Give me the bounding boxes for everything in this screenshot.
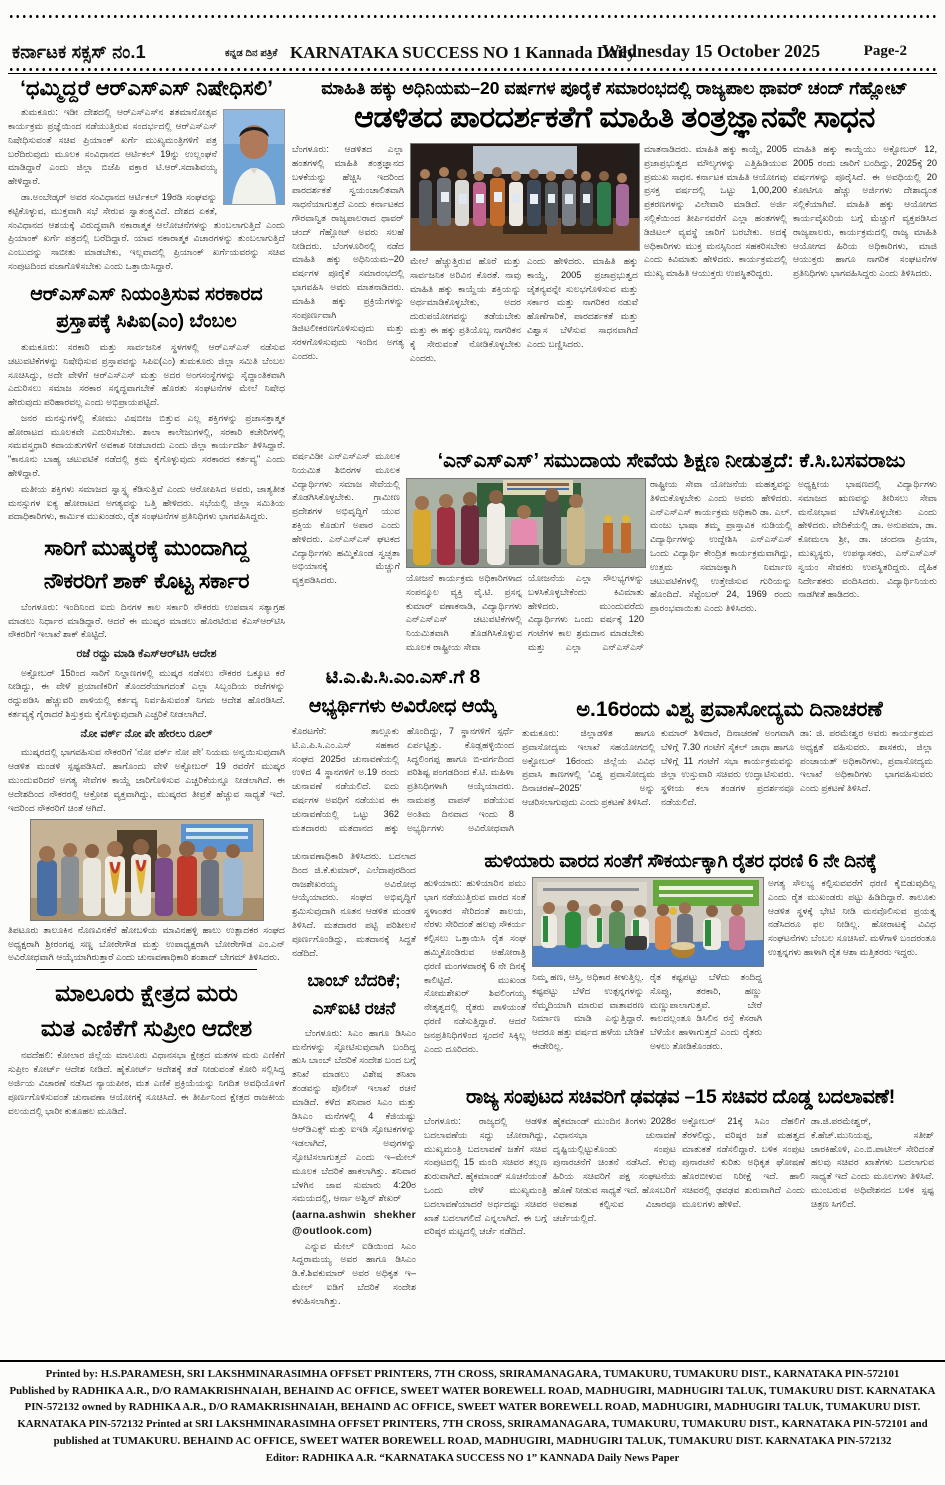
article-cpim-body: ತುಮಕೂರು: ಸರಕಾರಿ ಮತ್ತು ಸಾರ್ವಜನಿಕ ಸ್ಥಳಗಳಲ್ಲಿ ಆರ್‌ಎಸ್‌ಎಸ್ ನಡೆಸುವ ಚಟುವಟಿಕೆಗಳನ್ನು ನಿಷೇಧಿಸುವ ಪ್ರಸ್ತಾಪವನ್ನು ಸಿಪಿಐ(ಎಂ) ತುಮಕೂರು ಜಿಲ್ಲಾ ಸಮಿತಿ ಬೆಂಬಲ ಸೂಚಿಸಿದ್ದು, ಅದೇ ವೇಳೆಗೆ ಆರ್‌ಎಸ್‌ಎಸ್ ಮತ್ತು ಅದರ ಅಂಗಸಂಸ್ಥೆಗಳನ್ನು ಸೈದ್ಧಾಂತಿಕವಾಗಿ ಎದುರಿಸಲು ಸಮಾಜ ಸರಕಾರ ಸನ್ನದ್ಧವಾಗಬೇಕೆ ಹೊರತು ಸಂಘಟನೆಗಳ ಮೇಲೆ ನಿಷೇಧ ಹೇರುವುದು ಪರಿಹಾರವಲ್ಲ ಎಂದು ಅಭಿಪ್ರಾಯಪಟ್ಟಿದೆ. ಜನರ ಮನಸ್ಸುಗಳಲ್ಲಿ ಕೋಮು ವಿಷಬೀಜ ಬಿತ್ತುವ ಎಲ್ಲ ಶಕ್ತಿಗಳನ್ನು ಪ್ರಜಾಸತ್ತಾತ್ಮಕ ಹೋರಾಟದ ಮೂಲಕವೇ ಎದುರಿಸಬೇಕು. ಶಾಲಾ ಕಾಲೇಜುಗಳಲ್ಲಿ, ಸರಕಾರಿ ಕಚೇರಿಗಳಲ್ಲಿ ಸಮವಸ್ತ್ರಧಾರಿ ಕವಾಯತುಗಳಿಗೆ ಅವಕಾಶ ನೀಡಬಾರದು ಎಂದು ಜಿಲ್ಲಾ ಕಾರ್ಯದರ್ಶಿ ತಿಳಿಸಿದ್ದಾರೆ. "ಕಾನೂನು ಬಾಹ್ಯ ಚಟುವಟಿಕೆ ನಡೆದಲ್ಲಿ ಕ್ರಮ ಕೈಗೊಳ್ಳುವುದು ಸರಕಾರದ ಕರ್ತವ್ಯ" ಎಂದು ಹೇಳಿದ್ದಾರೆ. ಮತೀಯ ಶಕ್ತಿಗಳು ಸಮಾಜದ ಸ್ವಾಸ್ಥ್ಯ ಕೆಡಿಸುತ್ತಿವೆ ಎಂದು ಆರೋಪಿಸಿದ ಅವರು, ಜಾತ್ಯತೀತ ಮನಸ್ಸುಗಳ ಐಕ್ಯ ಹೋರಾಟದ ಅಗತ್ಯವನ್ನು ಒತ್ತಿ ಹೇಳಿದರು. ಸಭೆಯಲ್ಲಿ ಜಿಲ್ಲಾ ಸಮಿತಿಯ ಪದಾಧಿಕಾರಿಗಳು, ಕಾರ್ಮಿಕ ಮುಖಂಡರು, ರೈತ ಸಂಘಟನೆಗಳ ಪ್ರತಿನಿಧಿಗಳು ಭಾಗವಹಿಸಿದ್ದರು. (8, 341, 285, 522)
nss-col-3: ಅಧ್ಯಕ್ಷೀಯ ಭಾಷಣದಲ್ಲಿ ವಿದ್ಯಾರ್ಥಿಗಳು ಸಮಾಜದ ಋಣವನ್ನು ತೀರಿಸಲು ಸೇವಾ ಮನೋಭಾವ ಬೆಳೆಸಿಕೊಳ್ಳಬೇಕು ಎಂದು ಹೇಳಿದರು. ವೇದಿಕೆಯಲ್ಲಿ ಡಾ. ಅನುಪಮಾ, ಡಾ. ಕೋಮಲಾ ಶ್ರೀ, ಡಾ. ಚಂದನಾ ಪ್ರಿಯಾ, ಮುಖ್ಯಸ್ಥರು, ಉಪನ್ಯಾಸಕರು, ಎನ್‌ಎಸ್‌ಎಸ್ ಸ್ವಯಂ ಸೇವಕರು ಉಪಸ್ಥಿತರಿದ್ದರು. ದೈಹಿಕ ನಿರ್ದೇಶಕರು ವಂದಿಸಿದರು. ವಿದ್ಯಾರ್ಥಿನಿಯರು ನಾಡಗೀತೆ ಹಾಡಿದರು. (798, 479, 937, 600)
imprint-line: published at TUMAKURU. BEHAIND AC OFFICE, SWEET WATER BOREWELL ROAD, MADHUGIRI, MADHUGIRI TALUK, TUMAKURU DIST. KARNATAKA PIN-572132 (53, 1434, 892, 1447)
rti-col-2: ಮೇಲೆ ಹೆಚ್ಚುತ್ತಿರುವ ಹೊರೆ ಮತ್ತು ಸಾರ್ವಜನಿಕ ಅರಿವಿನ ಕೊರತೆ. ನಾವು ಮಾಹಿತಿ ಹಕ್ಕು ಕಾಯ್ದೆಯ ಶಕ್ತಿಯನ್ನು ಅರ್ಥಮಾಡಿಕೊಳ್ಳಬೇಕು, ಅದರ ದುರುಪಯೋಗವನ್ನು ತಡೆಯಬೇಕು ಮತ್ತು ಈ ಹಕ್ಕು ಪ್ರತಿಯೊಬ್ಬ ನಾಗರಿಕನ ಕೈ ಸೇರುವಂತೆ ನೋಡಿಕೊಳ್ಳಬೇಕು ಎಂದರು. (410, 256, 521, 363)
article-rti-main (292, 78, 937, 443)
imprint-line: KARNATAKA PIN-572132 Printed at SRI LAKSHMINARASIMHA OFFSET PRINTERS, 7TH CROSS, SRIRAMANAGARA, TUMAKURU, TUMAKURU DIST., KARNATAKA PIN-572101 and (17, 1418, 928, 1431)
rti-col-1: ಬೆಂಗಳೂರು: ಆಡಳಿತದ ಎಲ್ಲಾ ಹಂತಗಳಲ್ಲಿ ಮಾಹಿತಿ ತಂತ್ರಜ್ಞಾನದ ಬಳಕೆಯನ್ನು ಹೆಚ್ಚಿಸಿ ಇದರಿಂದ ಪಾರದರ್ಶಕತೆ ಸ್ವಯಂಚಾಲಿತವಾಗಿ ಸಾಧನೆಯಾಗುತ್ತದೆ ಎಂದು ಕರ್ನಾಟಕದ ಗೌರವಾನ್ವಿತ ರಾಜ್ಯಪಾಲರಾದ ಥಾವರ್ ಚಂದ್ ಗೆಹ್ಲೋಟ್ ಅವರು ಸಲಹೆ ನೀಡಿದರು. ಬೆಂಗಳೂರಿನಲ್ಲಿ ನಡೆದ ಮಾಹಿತಿ ಹಕ್ಕು ಅಧಿನಿಯಮ–20 ವರ್ಷಗಳ ಪೂರೈಕೆ ಸಮಾರಂಭದಲ್ಲಿ ಭಾಗವಹಿಸಿ ಅವರು ಮಾತನಾಡಿದರು. ಮಾಹಿತಿ ಹಕ್ಕು ಪ್ರಕ್ರಿಯೆಗಳನ್ನು ಸಂಪೂರ್ಣವಾಗಿ ಡಿಜಿಟಲೀಕರಣಗೊಳಿಸುವುದು ಮತ್ತು ಸರಳಗೊಳಿಸುವುದು ಇಂದಿನ ಅಗತ್ಯ ಎಂದರು. (292, 144, 404, 361)
threat-email-address: (aarna.ashwin shekher@outlook.com) (292, 1209, 416, 1237)
article-nss (292, 450, 937, 658)
tourism-col-1: ತುಮಕೂರು: ಜಿಲ್ಲಾಡಳಿತ ಹಾಗೂ ಪ್ರವಾಸೋದ್ಯಮ ಇಲಾಖೆ ಸಹಯೋಗದಲ್ಲಿ ಅಕ್ಟೋಬರ್ 16ರಂದು ಜಿಲ್ಲೆಯ ವಿವಿಧ ಪ್ರವಾಸಿ ತಾಣಗಳಲ್ಲಿ ‘ವಿಶ್ವ ಪ್ರವಾಸೋದ್ಯಮ ದಿನಾಚರಣೆ–2025’ ಅನ್ನು ಆಚರಿಸಲಾಗುವುದು ಎಂದು ಪ್ರಕಟಣೆ ತಿಳಿಸಿದೆ. (522, 728, 655, 807)
cabinet-col-3: ಅಕ್ಟೋಬರ್ 21ಕ್ಕೆ ಸಿಎಂ ದೆಹಲಿಗೆ ತೆರಳಲಿದ್ದು, ವರಿಷ್ಠರ ಜತೆ ಮಹತ್ವದ ಮಾತುಕತೆ ನಡೆಸಲಿದ್ದಾರೆ. ಬಳಿಕ ಸಂಪುಟ ಪುನಾರಚನೆ ಕುರಿತು ಅಧಿಕೃತ ಘೋಷಣೆ ಹೊರಬೀಳುವ ನಿರೀಕ್ಷೆ ಇದೆ. ಹಾಲಿ ಸಚಿವರಲ್ಲಿ ಢವಢವ ಶುರುವಾಗಿದೆ ಎಂದು ಮೂಲಗಳು ಹೇಳಿವೆ. (682, 1116, 805, 1209)
masthead-logo-kannada: ಕರ್ನಾಟಕ ಸಕ್ಸಸ್ ನಂ.1 (12, 42, 146, 62)
tapcms-body: ಕೊರಟಗೆರೆ: ತಾಲ್ಲೂಕು ಟಿ.ಎ.ಪಿ.ಸಿ.ಎಂ.ಎಸ್ ಸಹಕಾರ ಸಂಘದ 2025ರ ಚುನಾವಣೆಯಲ್ಲಿ ಉಳಿದ 4 ಸ್ಥಾನಗಳಿಗೆ ಅ.19 ರಂದು ಚುನಾವಣೆ ನಡೆಯಲಿದೆ. ಐದು ವರ್ಷಗಳ ಅವಧಿಗೆ ನಡೆಯುವ ಈ ಚುನಾವಣೆಯಲ್ಲಿ ಒಟ್ಟು 362 ಮತದಾರರು ಮತದಾನದ ಹಕ್ಕು ಹೊಂದಿದ್ದು, 7 ಸ್ಥಾನಗಳಿಗೆ ಸ್ಪರ್ಧೆ ಏರ್ಪಟ್ಟಿತ್ತು. ಕೊಡ್ಲಹಳ್ಳಿಯಿಂದ ಸಿದ್ಧಲಿಂಗಪ್ಪ ಹಾಗೂ ಬಿ-ವರ್ಗದಿಂದ ಪರಿಶಿಷ್ಟ ಪಂಗಡದಿಂದ ಕೆ.ಟಿ. ಮಹಿಳಾ ಪ್ರತಿನಿಧಿಗಳಾಗಿ ಆಯ್ಕೆಯಾದರು. ನಾಮಪತ್ರ ವಾಪಸ್ ಪಡೆಯುವ ಅಂತಿಮ ದಿನವಾದ ಇಂದು 8 ಅಭ್ಯರ್ಥಿಗಳು ಅವಿರೋಧವಾಗಿ (292, 726, 514, 833)
article-tourism (522, 698, 937, 837)
masthead-rule (8, 73, 937, 74)
masthead (10, 40, 935, 68)
photo-rti-stage-dignitaries (410, 143, 640, 251)
headline-cpim-support: ಆರ್‌ಎಸ್‌ಎಸ್ ನಿಯಂತ್ರಿಸುವ ಸರಕಾರದ ಪ್ರಸ್ತಾಪಕ್ಕೆ ಸಿಪಿಐ(ಎಂ) ಬೆಂಬಲ (30, 283, 263, 333)
footer-imprint (0, 1360, 945, 1466)
headline-rss-ban: ‘ಧಮ್ಮಿದ್ದರೆ ಆರ್‌ಎಸ್‌ಎಸ್ ನಿಷೇಧಿಸಲಿ’ (20, 77, 273, 100)
nss-col-1: ವರ್ಷವಿಡೀ ಎನ್‌ಎಸ್‌ಎಸ್ ಮೂಲಕ ನಿಯಮಿತ ಶಿಬಿರಗಳ ಮೂಲಕ ವಿದ್ಯಾರ್ಥಿಗಳು ಸಮಾಜ ಸೇವೆಯಲ್ಲಿ ತೊಡಗಿಸಿಕೊಳ್ಳಬೇಕು. ಗ್ರಾಮೀಣ ಪ್ರದೇಶಗಳ ಅಭಿವೃದ್ಧಿಗೆ ಯುವ ಶಕ್ತಿಯ ಕೊಡುಗೆ ಅಪಾರ ಎಂದು ಹೇಳಿದರು. ಎನ್‌ಎಸ್‌ಎಸ್ ಘಟಕದ ವಿದ್ಯಾರ್ಥಿಗಳು ಹಮ್ಮಿಕೊಂಡ ಸ್ವಚ್ಛತಾ ಅಭಿಯಾನಕ್ಕೆ ಮೆಚ್ಚುಗೆ ವ್ಯಕ್ತಪಡಿಸಿದರು. (292, 451, 400, 586)
cabinet-col-4: ಡಾ.ಜಿ.ಪರಮೇಶ್ವರ್, ಕೆ.ಹೆಚ್.ಮುನಿಯಪ್ಪ, ಸತೀಶ್ ಜಾರಕಿಹೊಳಿ, ಎಂ.ಬಿ.ಪಾಟೀಲ್ ಸೇರಿದಂತೆ ಹಲವು ಸಚಿವರ ಖಾತೆಗಳು ಬದಲಾಗುವ ಸಾಧ್ಯತೆ ಇದೆ ಎಂದು ಮೂಲಗಳು ತಿಳಿಸಿವೆ. ಮುಂಬರುವ ಅಧಿವೇಶನದ ಬಳಿಕ ಸ್ಪಷ್ಟ ಚಿತ್ರಣ ಸಿಗಲಿದೆ. (811, 1116, 934, 1209)
masthead-title-english: KARNATAKA SUCCESS NO 1 Kannada Daily (290, 43, 636, 62)
headline-bomb-threat: ಬಾಂಬ್ ಬೆದರಿಕೆ; ಎಸ್‌ಐಟಿ ರಚನೆ (307, 971, 401, 1018)
caption-milk-union: ತಿಪಟೂರು ತಾಲೂಕಿನ ನೊಣವಿನಕೆರೆ ಹೋಬಳಿಯ ಮಾವಿನಹಳ್ಳಿ ಹಾಲು ಉತ್ಪಾದಕರ ಸಂಘದ ಅಧ್ಯಕ್ಷರಾಗಿ ಶ್ರೀರಂಗಪ್ಪ ಸಣ್ಣ ಬೋರೇಗೌಡ ಮತ್ತು ಉಪಾಧ್ಯಕ್ಷರಾಗಿ ಬೋರೇಗೌಡ ಎಂ.ಎನ್ ಅವಿರೋಧ‌ವಾಗಿ ಆಯ್ಕೆಯಾಗಿರುತ್ತಾರೆ ಎಂದು ಚುನಾವಣಾಧಿಕಾರಿ ಶಂಶಾದ್ ಬೇಗಮ್ ತಿಳಿಸಿದರು. (8, 925, 285, 963)
nss-caption-2: ಯೋಜನೆಯ ಎಲ್ಲಾ ಸೌಲಭ್ಯಗಳನ್ನು ಬಳಸಿಕೊಳ್ಳಬೇಕೆಂದು ಕಿವಿಮಾತು ಹೇಳಿದರು. ಮುಂದುವರೆದು ವಿದ್ಯಾರ್ಥಿಗಳು ಒಂದು ವರ್ಷಕ್ಕೆ 120 ಗಂಟೆಗಳ ಕಾಲ ಶ್ರಮದಾನ ಮಾಡಬೇಕು ಮತ್ತು ಎಲ್ಲಾ ಎನ್‌ಎಸ್‌ಎಸ್ (528, 573, 644, 652)
article-rss-ban-body: ತುಮಕೂರು: ಇಡೀ ದೇಶದಲ್ಲಿ ಆರ್‌ಎಸ್‌ಎಸ್‌ನ ಶತಮಾನೋತ್ಸವ ಕಾರ್ಯಕ್ರಮ ಪ್ರಜ್ಞೆಯಿಂದ ನಡೆಯುತ್ತಿರುವ ಸಂದರ್ಭದಲ್ಲಿ ಆರ್‌ಎಸ್‌ಎಸ್ ನಿಷೇಧಿಸುವಂತೆ ಸಚಿವ ಪ್ರಿಯಾಂಕ್ ಖರ್ಗೆ ಮುಖ್ಯಮಂತ್ರಿಗಳಿಗೆ ಪತ್ರ ಬರೆದಿರುವುದು ಮೂಲಕ ಸಂವಿಧಾನದ ಆರ್ಟಿಕಲ್ 19ನ್ನು ಉಲ್ಲಂಘನೆ ಮಾಡಿದ್ದಾರೆ ಎಂದು ಜಿಲ್ಲಾ ಬಿಜೆಪಿ ವಕ್ತಾರ ಟಿ.ಆರ್.ಸದಾಶಿವಯ್ಯ ಹೇಳಿದ್ದಾರೆ. ಡಾ.ಅಂಬೇಡ್ಕರ್ ಅವರ ಸಂವಿಧಾನದ ಆರ್ಟಿಕಲ್ 19ರಡಿ ಸಂಘವನ್ನು ಕಟ್ಟಿಕೊಳ್ಳುವ, ಮುಕ್ತವಾಗಿ ಸಭೆ ಸೇರುವ ಸ್ವಾತಂತ್ರ್ಯವಿದೆ. ದೇಶದ ಏಕತೆ, ಸಂವಿಧಾನದ ಆಶಯಕ್ಕೆ ವಿರುದ್ಧವಾಗಿ ನಕಾರಾತ್ಮಕ ಆಲೋಚನೆಗಳನ್ನು ತುಂಬಲಾಗುತ್ತಿದೆ ಎಂದು ಪ್ರಿಯಾಂಕ್ ಖರ್ಗೆ ಪತ್ರದಲ್ಲಿ ಬರೆದಿದ್ದಾರೆ. ಯಾವ ನಕಾರಾತ್ಮಕ ವಿಚಾರಗಳನ್ನು ತುಂಬಲಾಗುತ್ತಿದೆ ಎಂಬುದನ್ನು ಸಾಬೀತು ಮಾಡಬೇಕು, ಇಲ್ಲವಾದಲ್ಲಿ ಪ್ರಿಯಾಂಕ್ ಖರ್ಗೆಯವರನ್ನು ಸಚಿವ ಸಂಪುಟದಿಂದ ವಜಾಗೊಳಿಸಬೇಕು ಎಂದು ಒತ್ತಾಯಿಸಿದ್ದಾರೆ. (8, 107, 285, 272)
article-bomb-body: ಬೆಂಗಳೂರು: ಸಿಎಂ ಹಾಗೂ ಡಿಸಿಎಂ ಮನೆಗಳನ್ನು ಸ್ಫೋಟಿಸುವುದಾಗಿ ಬಂದಿದ್ದ ಹುಸಿ ಬಾಂಬ್ ಬೆದರಿಕೆ ಸಂದೇಶ ಬಂದ ಬಗ್ಗೆ ತನಿಖೆ ಮಾಡಲು ವಿಶೇಷ ತನಿಖಾ ತಂಡವನ್ನು ಪೊಲೀಸ್ ಇಲಾಖೆ ರಚನೆ ಮಾಡಿದೆ. ಕಳೆದ ಶನಿವಾರ ಸಿಎಂ ಮತ್ತು ಡಿಸಿಎಂ ಮನೆಗಳಲ್ಲಿ 4 ಕೆಜಿಯಷ್ಟು ಆರ್‌ಡಿಎಕ್ಸ್ ಮತ್ತು ಐಇಡಿ ಸ್ಫೋಟಕಗಳನ್ನು ಇಡಲಾಗಿದೆ, ಅವುಗಳನ್ನು ಸ್ಫೋಟಿಸಲಾಗುತ್ತದೆ ಎಂದು ಇ–ಮೇಲ್ ಮೂಲಕ ಬೆದರಿಕೆ ಹಾಕಲಾಗಿತ್ತು. ಶನಿವಾರ ಬೆಳಗಿನ ಜಾವ ಸುಮಾರು 4:20ರ ಸಮಯದಲ್ಲಿ, ಆರ್ನಾ ಅಶ್ವಿನ್ ಶೇಖರ್ (aarna.ashwin shekher@outlook.com) ಎನ್ನುವ ಮೇಲ್ ಐಡಿಯಿಂದ ಸಿಎಂ ಸಿದ್ದರಾಮಯ್ಯ ಅವರ ಹಾಗೂ ಡಿಸಿಎಂ ಡಿ.ಕೆ.ಶಿವಕುಮಾರ್ ಅವರ ಅಧಿಕೃತ ಇ–ಮೇಲ್ ಐಡಿಗೆ ಬೆದರಿಕೆ ಸಂದೇಶ ಕಳುಹಿಸಲಾಗಿತ್ತು. (292, 1027, 416, 1306)
masthead-dotted-rule (8, 66, 937, 73)
headline-nss: ‘ಎನ್‌ಎಸ್‌ಎಸ್’ ಸಮುದಾಯ ಸೇವೆಯ ಶಿಕ್ಷಣ ನೀಡುತ್ತದೆ: ಕೆ.ಸಿ.ಬಸವರಾಜು (437, 450, 906, 472)
huliyaru-col-1: ಹುಳಿಯಾರು: ಹುಳಿಯಾರಿನ ಪಮು ಭಾಗ ನಡೆಯುತ್ತಿರುವ ವಾರದ ಸಂತೆ ಸ್ಥಳಾಂತರ ಸೇರಿದಂತೆ ಶಾಲಯ, ನೆರಳು ಸೇರಿದಂತೆ ಹಲವು ಸೌಕರ್ಯ ಕಲ್ಪಿಸಲು ಒತ್ತಾಯಿಸಿ ರೈತ ಸಂಘ ಹಮ್ಮಿಕೊಂಡಿರುವ ಅಹೋರಾತ್ರಿ ಧರಣಿ ಮಂಗಳವಾರಕ್ಕೆ 6 ನೇ ದಿನಕ್ಕೆ ಕಾಲಿಟ್ಟಿದೆ. ಮುಖಂಡ ಸೋಮಶೇಖರ್ ಶಿವಲಿಂಗಯ್ಯ ನೇತೃತ್ವದಲ್ಲಿ ರೈತರು ಪಾಳಿಯಂತೆ ಧರಣಿ ನಡೆಸುತ್ತಿದ್ದಾರೆ. ಆದರೆ ಜನಪ್ರತಿನಿಧಿಗಳಿಂದ ಸ್ಪಂದನೆ ಸಿಕ್ಕಿಲ್ಲ ಎಂದು ದೂರಿದರು. (424, 878, 526, 1054)
imprint-line: Printed by: H.S.PARAMESH, SRI LAKSHMINARASIMHA OFFSET PRINTERS, 7TH CROSS, SRIRAMANAGARA, TUMAKURU, TUMAKURU DIST., KARNATAKA PIN-572101 (45, 1368, 900, 1380)
huliyaru-col-3: ರೈತ ಕಷ್ಟಪಟ್ಟು ಬೆಳೆದು ತಂದಿದ್ದ ಸೊಪ್ಪು, ತರಕಾರಿ, ಹಣ್ಣು ಮಣ್ಣುಪಾಲಾಗುತ್ತವೆ. ಬೇರೆ ಕಾಲದಲ್ಲಂತೂ ಡಿಸಿಲಿನ ರಸ್ತೆ ಕೆಸರಾಗಿ ಬೆಳೆಯೇ ಹಾಳಾಗುತ್ತದೆ ಎಂದು ರೈತರು ಅಳಲು ತೋಡಿಕೊಂಡರು. (650, 972, 762, 1051)
nss-caption-1: ಯೋಜನೆ ಕಾರ್ಯಕ್ರಮ ಅಧಿಕಾರಿಗಳಾದ ಸಂಪನ್ಮೂಲ ವ್ಯಕ್ತಿ ವೈ.ಟಿ. ಪ್ರಸನ್ನ ಕುಮಾರ್ ವಣಾಕನಾಡಿ, ವಿದ್ಯಾರ್ಥಿಗಳು ಎನ್‌ಎಸ್‌ಎಸ್ ಚಟುವಟಿಕೆಗಳಲ್ಲಿ ನಿಯಮಿತವಾಗಿ ತೊಡಗಿಸಿಕೊಳ್ಳುವ ಮೂಲಕ ರಾಷ್ಟ್ರೀಯ ಸೇವಾ (406, 573, 522, 652)
article-malur-body: ನವದೆಹಲಿ: ಕೋಲಾರ ಜಿಲ್ಲೆಯ ಮಾಲೂರು ವಿಧಾನಸಭಾ ಕ್ಷೇತ್ರದ ಮತಗಳ ಮರು ಎಣಿಕೆಗೆ ಸುಪ್ರೀಂ ಕೋರ್ಟ್ ಆದೇಶ ನೀಡಿದೆ. ಹೈಕೋರ್ಟ್ ಆದೇಶಕ್ಕೆ ತಡೆ ನೀಡುವಂತೆ ಕೋರಿ ಸಲ್ಲಿಸಿದ್ದ ಅರ್ಜಿಯ ವಿಚಾರಣೆ ನಡೆಸಿದ ನ್ಯಾಯಪೀಠ, ಮತ ಎಣಿಕೆ ಪ್ರಕ್ರಿಯೆಯನ್ನು ನಿಗದಿತ ಅವಧಿಯೊಳಗೆ ಪೂರ್ಣಗೊಳಿಸುವಂತೆ ಚುನಾವಣಾ ಆಯೋಗಕ್ಕೆ ಸೂಚಿಸಿದೆ. ಈ ತೀರ್ಪಿನಿಂದ ಕ್ಷೇತ್ರದ ರಾಜಕೀಯ ವಲಯದಲ್ಲಿ ಭಾರೀ ಕುತೂಹಲ ಮೂಡಿದೆ. (8, 1050, 285, 1116)
headline-tapcms: ಟಿ.ಎ.ಪಿ.ಸಿ.ಎಂ.ಎಸ್.ಗೆ 8 ಆಭ್ಯರ್ಥಿಗಳು ಅವಿರೋಧ ಆಯ್ಕೆ (308, 667, 498, 717)
imprint-line: PIN-572132 owned by RADHIKA A.R., D/O RAMAKRISHNAIAH, BEHAIND AC OFFICE, SWEET WATER BOREWELL ROAD, MADHUGIRI, MADHUGIRI TALUK, TUMAKURU DIST. (24, 1401, 921, 1414)
tapcms-continuation: ಚುನಾವಣಾಧಿಕಾರಿ ತಿಳಿಸಿದರು. ಬದಲಾದ ದಿಂದ ಜಿ.ಕೆ.ಕುಮಾರ್, ಎಲೆದಾಪುರದಿಂದ ರಾಜಶೇಖರಯ್ಯ ಅವಿರೋಧ ಆಯ್ಕೆಯಾದರು. ಸಂಘದ ಅಭಿವೃದ್ಧಿಗೆ ಶ್ರಮಿಸುವುದಾಗಿ ನೂತನ ಆಡಳಿತ ಮಂಡಳಿ ತಿಳಿಸಿದೆ. ಮತದಾರರ ಪಟ್ಟಿ ಪರಿಶೀಲನೆ ಪೂರ್ಣಗೊಂಡಿದ್ದು, ಮತದಾನಕ್ಕೆ ಸಿದ್ಧತೆ ನಡೆದಿದೆ. (292, 851, 416, 958)
cabinet-col-1: ಬೆಂಗಳೂರು: ರಾಜ್ಯದಲ್ಲಿ ಆಡಳಿತ ಬದಲಾವಣೆಯ ಸದ್ದು ಜೋರಾಗಿದ್ದು, ಮುಖ್ಯಮಂತ್ರಿ ಬದಲಾವಣೆ ಜತೆಗೆ ಸಚಿವ ಸಂಪುಟದಲ್ಲಿ 15 ಮಂದಿ ಸಚಿವರ ತಲ್ಲಣ ಶುರುವಾಗಿದೆ. ಹೈಕಮಾಂಡ್ ಸೂಚನೆಯಂತೆ ಒಂದು ವೇಳೆ ಮುಖ್ಯಮಂತ್ರಿ ಬದಲಾವಣೆಯಾದರೆ ಅರ್ಧದಷ್ಟು ಸಚಿವರ ಖಾತೆ ಬದಲಾಗಲಿದೆ ಎನ್ನಲಾಗಿದೆ. ಈ ಬಗ್ಗೆ ವರಿಷ್ಠರ ಮಟ್ಟದಲ್ಲಿ ಚರ್ಚೆ ನಡೆದಿದೆ. (424, 1116, 547, 1237)
top-dotted-rule (8, 13, 937, 20)
masthead-tagline: ಕನ್ನಡ ದಿನ ಪತ್ರಿಕೆ (225, 48, 278, 59)
page-number: Page-2 (863, 43, 907, 59)
headline-transport-strike: ಸಾರಿಗೆ ಮುಷ್ಕರಕ್ಕೆ ಮುಂದಾಗಿದ್ದ ನೌಕರರಿಗೆ ಶಾಕ್ ಕೊಟ್ಟ ಸರ್ಕಾರ (43, 536, 250, 593)
middle-column (292, 850, 416, 1358)
article-cabinet (424, 1086, 937, 1343)
article-strike-body: ಬೆಂಗಳೂರು: ಇಂದಿನಿಂದ ಐದು ದಿನಗಳ ಕಾಲ ಸರ್ಕಾರಿ ನೌಕರರು ಉಪವಾಸ ಸತ್ಯಾಗ್ರಹ ಮಾಡಲು ನಿರ್ಧಾರ ಮಾಡಿದ್ದಾರೆ. ಆದರೆ ಈ ಮುಷ್ಕರ ಮಾಡಲು ಹೊರಟಿರುವ ಕೆಎಸ್‌ಆರ್‌ಟಿಸಿ ನೌಕರರಿಗೆ ಇಲಾಖೆ ಶಾಕ್ ಕೊಟ್ಟಿದೆ. ರಜೆ ರದ್ದು ಮಾಡಿ ಕೆಎಸ್‌ಆರ್‌ಟಿಸಿ ಆದೇಶ ಅಕ್ಟೋಬರ್ 15ರಿಂದ ಸಾರಿಗೆ ನಿಲ್ದಾಣಗಳಲ್ಲಿ ಮುಷ್ಕರ ನಡೆಸಲು ನೌಕರರ ಒಕ್ಕೂಟ ಕರೆ ನೀಡಿದ್ದು, ಈ ವೇಳೆ ಪ್ರಯಾಣಿಕರಿಗೆ ತೊಂದರೆಯಾಗದಂತೆ ಎಲ್ಲಾ ಸಿಬ್ಬಂದಿಯ ರಜೆಗಳನ್ನು ರದ್ದುಪಡಿಸಿ ಹೆಚ್ಚುವರಿ ಪಾಳಿಯಲ್ಲಿ ಕರ್ತವ್ಯ ನಿರ್ವಹಿಸುವಂತೆ ನಿಗಮ ಆದೇಶ ಹೊರಡಿಸಿದೆ. ಕರ್ತವ್ಯಕ್ಕೆ ಗೈರಾದರೆ ಶಿಸ್ತುಕ್ರಮ ಕೈಗೊಳ್ಳುವುದಾಗಿ ಎಚ್ಚರಿಕೆ ನೀಡಲಾಗಿದೆ. ನೋ ವರ್ಕ್ ನೋ ಪೇ ಹೇರಲು ರೂಲ್ ಮುಷ್ಕರದಲ್ಲಿ ಭಾಗವಹಿಸುವ ನೌಕರರಿಗೆ ‘ನೋ ವರ್ಕ್ ನೋ ಪೇ’ ನಿಯಮ ಅನ್ವಯಿಸುವುದಾಗಿ ಆಡಳಿತ ಮಂಡಳಿ ಸ್ಪಷ್ಟಪಡಿಸಿದೆ. ಹಾಗೊಂದು ವೇಳೆ ಅಕ್ಟೋಬರ್ 19 ರವರೆಗೆ ಮುಷ್ಕರ ಮುಂದುವರಿದರೆ ಅಗತ್ಯ ಸೇವೆಗಳ ಕಾಯ್ದೆ ಜಾರಿಗೊಳಿಸುವ ಎಚ್ಚರಿಕೆಯನ್ನೂ ನೀಡಲಾಗಿದೆ. ಈ ಆದೇಶದಿಂದ ನೌಕರರಲ್ಲಿ ಆಕ್ರೋಶ ವ್ಯಕ್ತವಾಗಿದ್ದು, ಮುಷ್ಕರದ ತೀವ್ರತೆ ಹೆಚ್ಚುವ ಸಾಧ್ಯತೆ ಇದೆ. ಇದರಿಂದ ನೌಕರರಿಗೆ ಚಿಂತೆ ಆಗಿದೆ. (8, 601, 285, 813)
subhead-leave-cancelled: ರಜೆ ರದ್ದು ಮಾಡಿ ಕೆಎಸ್‌ಆರ್‌ಟಿಸಿ ಆದೇಶ (76, 648, 217, 661)
cabinet-col-2: ಹೈಕಮಾಂಡ್ ಮುಂದಿನ ತಿಂಗಳು 2028ರ ವಿಧಾನಸಭಾ ಚುನಾವಣೆ ದೃಷ್ಟಿಯಲ್ಲಿಟ್ಟುಕೊಂಡು ಸಂಪುಟ ಪುನಾರಚನೆಗೆ ಚಿಂತನೆ ನಡೆಸಿದೆ. ಕೆಲವು ಹಿರಿಯ ಸಚಿವರಿಗೆ ಪಕ್ಷ ಸಂಘಟನೆಯ ಹೊಣೆ ನೀಡುವ ಸಾಧ್ಯತೆ ಇದೆ. ಹೊಸಬರಿಗೆ ಅವಕಾಶ ಕಲ್ಪಿಸುವ ವಿಚಾರವೂ ಚರ್ಚೆಯಲ್ಲಿದೆ. (553, 1116, 676, 1223)
headline-tourism: ಅ.16ರಂದು ವಿಶ್ವ ಪ್ರವಾಸೋದ್ಯಮ ದಿನಾಚರಣೆ (576, 698, 883, 721)
headline-cabinet: ರಾಜ್ಯ ಸಂಪುಟದ ಸಚಿವರಿಗೆ ಢವಢವ –15 ಸಚಿವರ ದೊಡ್ಡ ಬದಲಾವಣೆ! (466, 1086, 895, 1108)
imprint-editor-line: Editor: RADHIKA A.R. “KARNATAKA SUCCESS NO 1” KANNADA Daily News Paper (265, 1451, 680, 1464)
divider-rule (36, 969, 257, 970)
photo-farmers-protest (532, 877, 764, 967)
photo-bjp-spokesperson-portrait (223, 109, 285, 205)
nss-col-2: ರಾಷ್ಟ್ರೀಯ ಸೇವಾ ಯೋಜನೆಯ ಮಹತ್ವವನ್ನು ತಿಳಿದುಕೊಳ್ಳಬೇಕು ಎಂದು ಅವರು ಹೇಳಿದರು. ಎನ್‌ಎಸ್‌ಎಸ್ ಕಾರ್ಯಕ್ರಮ ಅಧಿಕಾರಿ ಡಾ. ಎಲ್. ಮಂಜು ಭಾಷಾ ತಮ್ಮ ಪ್ರಾಸ್ತಾವಿಕ ನುಡಿಯಲ್ಲಿ ವಿದ್ಯಾರ್ಥಿಗಳನ್ನು ಉದ್ದೇಶಿಸಿ ಎನ್‌ಎಸ್‌ಎಸ್ ಒಂದು ವಿದ್ಯಾರ್ಥಿ ಕೇಂದ್ರಿತ ಕಾರ್ಯಕ್ರಮವಾಗಿದ್ದು, ಉತ್ತಮ ಸಮಾಜಕ್ಕಾಗಿ ನಿರ್ಮಾಣ ಚಟುವಟಿಕೆಗಳಲ್ಲಿ ಉತ್ತೇಜಿಸುವ ಗುರಿಯನ್ನು ಹೊಂದಿದೆ. ಸೆಪ್ಟೆಂಬರ್ 24, 1969 ರಂದು ಪ್ರಾರಂಭವಾಯಿತು ಎಂದು ತಿಳಿಸಿದರು. (650, 479, 792, 614)
subhead-no-work-no-pay: ನೋ ವರ್ಕ್ ನೋ ಪೇ ಹೇರಲು ರೂಲ್ (80, 727, 213, 740)
kicker-rti: ಮಾಹಿತಿ ಹಕ್ಕು ಅಧಿನಿಯಮ–20 ವರ್ಷಗಳ ಪೂರೈಕೆ ಸಮಾರಂಭದಲ್ಲಿ ರಾಜ್ಯಪಾಲ ಥಾವರ್ ಚಂದ್ ಗೆಹ್ಲೋಟ್ (321, 78, 908, 98)
headline-malur-recount: ಮಾಲೂರು ಕ್ಷೇತ್ರದ ಮರು ಮತ ಎಣಿಕೆಗೆ ಸುಪ್ರೀಂ ಆದೇಶ (40, 980, 253, 1041)
tourism-col-2: ಕುಮಾರ್ ಶಿಳಿದಾರೆ, ದಿನಾಚರಣೆ ಅಂಗವಾಗಿ ಬೆಳಿಗ್ಗೆ 7.30 ಗಂಟೆಗೆ ಸೈಕಲ್ ಜಾಥಾ ಹಾಗೂ ಬೆಳಿಗ್ಗೆ 11 ಗಂಟೆಗೆ ಸಭಾ ಕಾರ್ಯಕ್ರಮವನ್ನು ಜಿಲ್ಲಾ ಉಸ್ತುವಾರಿ ಸಚಿವರು ಉದ್ಘಾಟಿಸುವರು. ಸ್ಥಳೀಯ ಕಲಾ ತಂಡಗಳ ಪ್ರದರ್ಶನವೂ ನಡೆಯಲಿದೆ. (661, 728, 794, 807)
photo-milk-union-garlanded-leaders (30, 819, 264, 921)
left-column (8, 76, 285, 1360)
huliyaru-col-4: ಅಗತ್ಯ ಸೌಲಭ್ಯ ಕಲ್ಪಿಸುವವರೆಗೆ ಧರಣಿ ಕೈಬಿಡುವುದಿಲ್ಲ ಎಂದು ರೈತ ಮುಖಂಡರು ಪಟ್ಟು ಹಿಡಿದಿದ್ದಾರೆ. ತಾಲೂಕು ಆಡಳಿತ ಸ್ಥಳಕ್ಕೆ ಭೇಟಿ ನೀಡಿ ಮನವೊಲಿಸುವ ಪ್ರಯತ್ನ ನಡೆಸಿದರೂ ಫಲ ನೀಡಿಲ್ಲ. ಹೋರಾಟಕ್ಕೆ ವಿವಿಧ ಸಂಘಟನೆಗಳು ಬೆಂಬಲ ಸೂಚಿಸಿವೆ. ಮಳೆಗಾಳಿ ಬಂದರಂತೂ ಉತ್ಪನ್ನಗಳು ಹಾಳಾಗಿ ರೈತ ಆಶಾ ಮತ್ತಿತರರು ಇದ್ದರು. (768, 878, 936, 957)
article-huliyaru (424, 850, 937, 1072)
masthead-date: Wednesday 15 October 2025 (602, 41, 821, 61)
imprint-line: Published by RADHIKA A.R., D/O RAMAKRISHNAIAH, BEHAIND AC OFFICE, SWEET WATER BOREWELL ROAD, MADHUGIRI, MADHUGIRI TALUK, TUMAKURU DIST. KARNATAKA (9, 1384, 936, 1397)
article-tapcms (292, 664, 514, 847)
photo-nss-event (406, 478, 646, 568)
rti-col-5: ಮಾಹಿತಿ ಹಕ್ಕು ಕಾಯ್ದೆಯು ಅಕ್ಟೋಬರ್ 12, 2005 ರಂದು ಜಾರಿಗೆ ಬಂದಿದ್ದು, 2025ಕ್ಕೆ 20 ವರ್ಷಗಳನ್ನು ಪೂರೈಸಿದೆ. ಈ ಅವಧಿಯಲ್ಲಿ 20 ಕೋಟಿಗೂ ಹೆಚ್ಚು ಅರ್ಜಿಗಳು ದೇಶಾದ್ಯಂತ ಸಲ್ಲಿಕೆಯಾಗಿವೆ. ಮಾಹಿತಿ ಹಕ್ಕು ಆಯೋಗದ ಕಾರ್ಯವೈಖರಿಯ ಬಗ್ಗೆ ಮೆಚ್ಚುಗೆ ವ್ಯಕ್ತಪಡಿಸಿದ ರಾಜ್ಯಪಾಲರು, ಕಾರ್ಯಕ್ರಮದಲ್ಲಿ ರಾಜ್ಯ ಮಾಹಿತಿ ಆಯೋಗದ ಹಿರಿಯ ಅಧಿಕಾರಿಗಳು, ಮಾಜಿ ಆಯುಕ್ತರು ಹಾಗೂ ನಾಗರಿಕ ಸಂಘಟನೆಗಳ ಪ್ರತಿನಿಧಿಗಳು ಭಾಗವಹಿಸಿದ್ದರು ಎಂದು ತಿಳಿಸಿದರು. (793, 144, 937, 279)
headline-rti-main: ಆಡಳಿತದ ಪಾರದರ್ಶಕತೆಗೆ ಮಾಹಿತಿ ತಂತ್ರಜ್ಞಾನವೇ ಸಾಧನ (354, 101, 875, 134)
rti-col-3: ಎಂದು ಹೇಳಿದರು. ಮಾಹಿತಿ ಹಕ್ಕು ಕಾಯ್ದೆ, 2005 ಪ್ರಜಾಪ್ರಭುತ್ವದ ಚೈತನ್ಯವನ್ನೇ ಸುಲಭಗೊಳಿಸುವ ಮತ್ತು ಸರ್ಕಾರ ಮತ್ತು ನಾಗರಿಕರ ನಡುವೆ ಹೊಣೆಗಾರಿಕೆ, ಪಾರದರ್ಶಕತೆ ಮತ್ತು ವಿಶ್ವಾಸ ಬೆಳೆಸುವ ಸಾಧನವಾಗಿದೆ ಎಂದು ಬಣ್ಣಿಸಿದರು. (527, 256, 638, 349)
tourism-col-3: ಡಾ: ಜಿ. ಪರಮೇಶ್ವರ ಅವರು ಕಾರ್ಯಕ್ರಮದ ಅಧ್ಯಕ್ಷತೆ ವಹಿಸುವರು. ಶಾಸಕರು, ಜಿಲ್ಲಾ ಪಂಚಾಯತ್ ಅಧಿಕಾರಿಗಳು, ಪ್ರವಾಸೋದ್ಯಮ ಇಲಾಖೆ ಅಧಿಕಾರಿಗಳು ಭಾಗವಹಿಸುವರು ಎಂದು ಪ್ರಕಟಣೆ ತಿಳಿಸಿದೆ. (800, 728, 933, 794)
rti-col-4: ಮಾತನಾಡಿದರು. ಮಾಹಿತಿ ಹಕ್ಕು ಕಾಯ್ದೆ, 2005 ಪ್ರಜಾಪ್ರಭುತ್ವದ ಮೌಲ್ಯಗಳನ್ನು ಎತ್ತಿಹಿಡಿಯುವ ಪ್ರಮುಖ ಸಾಧನ. ಕರ್ನಾಟಕ ಮಾಹಿತಿ ಆಯೋಗವು ಪ್ರಸಕ್ತ ವರ್ಷದಲ್ಲಿ ಒಟ್ಟು 1,00,200 ಪ್ರಕರಣಗಳನ್ನು ವಿಲೇವಾರಿ ಮಾಡಿದೆ. ಅರ್ಜಿ ಸಲ್ಲಿಕೆಯಿಂದ ತೀರ್ಪಿನವರೆಗೆ ಎಲ್ಲಾ ಹಂತಗಳಲ್ಲಿ ಡಿಜಿಟಲ್ ವ್ಯವಸ್ಥೆ ಜಾರಿಗೆ ಬರಬೇಕು. ಅದಕ್ಕೆ ಅಧಿಕಾರಿಗಳು ಮುಕ್ತ ಮನಸ್ಸಿನಿಂದ ಸಹಕರಿಸಬೇಕು ಎಂದು ಕಿವಿಮಾತು ಹೇಳಿದರು. ಕಾರ್ಯಕ್ರಮದಲ್ಲಿ ಮುಖ್ಯ ಮಾಹಿತಿ ಆಯುಕ್ತರು ಉಪಸ್ಥಿತರಿದ್ದರು. (644, 144, 787, 279)
headline-huliyaru: ಹುಳಿಯಾರು ವಾರದ ಸಂತೆಗೆ ಸೌಕರ್ಯಕ್ಕಾಗಿ ರೈತರ ಧರಣಿ 6 ನೇ ದಿನಕ್ಕೆ (484, 850, 877, 871)
huliyaru-col-2: ನಿಮ್ಮ ಹಣ, ಆಸ್ತಿ, ಅಧಿಕಾರ ಕೀಳುತ್ತಿಲ್ಲ. ಕಷ್ಟಪಟ್ಟು ಬೆಳೆದ ಉತ್ಪನ್ನಗಳನ್ನು ನೆಮ್ಮದಿಯಾಗಿ ಮಾರುವ ವಾತಾವರಣ ನಿರ್ಮಾಣ ಮಾಡಿ ಎನ್ನುತ್ತಿದ್ದಾರೆ. ಆದರೂ ಹತ್ತು ವರ್ಷದ ಹಳೆಯ ಬೇಡಿಕೆ ಈಡೇರಿಲ್ಲ. (532, 972, 644, 1051)
